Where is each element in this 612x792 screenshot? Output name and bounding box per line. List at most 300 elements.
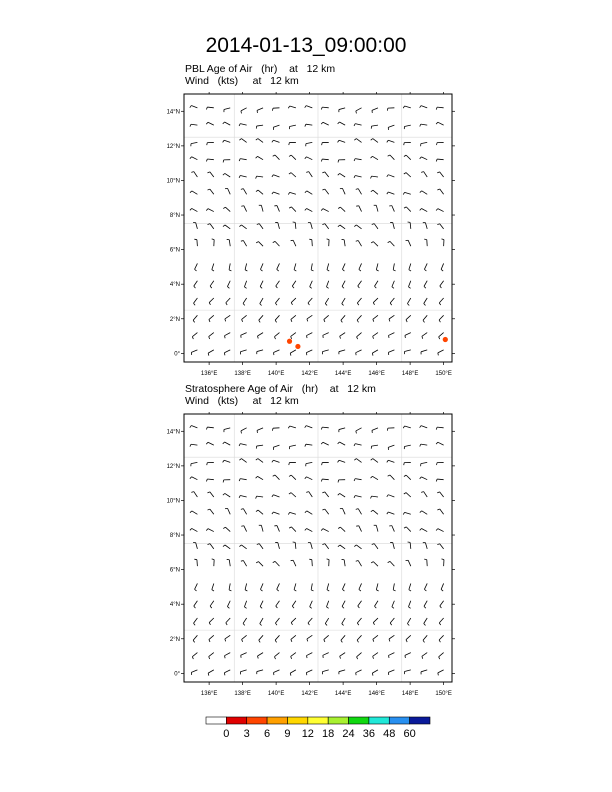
wind-barb-flag: [420, 444, 421, 446]
wind-barb: [194, 601, 198, 606]
wind-barb: [225, 653, 231, 656]
wind-barb: [388, 192, 394, 194]
wind-barb-flag: [393, 590, 395, 591]
wind-barb: [260, 618, 263, 624]
wind-barb-flag: [420, 511, 422, 513]
wind-barb: [440, 601, 444, 606]
wind-barb: [388, 460, 394, 462]
wind-barb: [226, 618, 230, 623]
wind-barb: [192, 511, 198, 514]
wind-barb-flag: [305, 124, 306, 126]
wind-barb-flag: [256, 139, 258, 141]
wind-barb-flag: [354, 124, 355, 126]
wind-barb-flag: [406, 640, 407, 642]
wind-barb-flag: [241, 431, 242, 434]
wind-barb-flag: [436, 159, 437, 161]
wind-barb: [260, 263, 263, 269]
wind-barb-flag: [357, 337, 358, 339]
wind-barb-flag: [439, 640, 440, 642]
wind-barb-flag: [290, 353, 291, 356]
wind-barb-flag: [441, 239, 443, 240]
wind-barb-flag: [408, 287, 410, 289]
wind-barb: [293, 560, 296, 566]
wind-barb: [355, 176, 361, 177]
wind-barb-flag: [372, 673, 373, 676]
wind-barb-flag: [190, 511, 192, 513]
wind-barb: [390, 298, 394, 303]
wind-barb-flag: [354, 139, 356, 141]
wind-barb: [358, 281, 362, 286]
wind-barb: [376, 263, 378, 269]
wind-barb: [273, 460, 279, 462]
wind-barb-flag: [229, 270, 231, 271]
wind-barb: [257, 156, 263, 159]
wind-barb: [291, 207, 295, 212]
lat-tick-label: 2°N: [169, 316, 180, 323]
wind-barb-flag: [409, 590, 411, 591]
wind-barb-flag: [392, 287, 394, 289]
wind-barb-flag: [407, 624, 409, 626]
wind-barb: [191, 426, 197, 428]
wind-barb-flag: [239, 459, 241, 461]
wind-barb-flag: [441, 559, 443, 560]
wind-barb-flag: [272, 192, 274, 194]
wind-barb: [424, 601, 427, 607]
wind-barb-flag: [241, 561, 244, 562]
wind-barb-flag: [311, 590, 313, 591]
wind-barb-flag: [321, 479, 322, 481]
wind-barb-flag: [272, 460, 273, 462]
wind-barb: [241, 139, 246, 143]
wind-barb: [439, 298, 443, 303]
wind-barb: [228, 188, 231, 194]
wind-barb: [244, 206, 247, 212]
wind-barb-flag: [245, 590, 247, 591]
wind-barb-flag: [422, 656, 423, 658]
wind-barb: [323, 209, 329, 212]
wind-barb: [389, 653, 395, 656]
wind-barb-flag: [223, 160, 224, 163]
wind-barb-flag: [209, 320, 210, 322]
lon-tick-label: 148°E: [401, 691, 419, 697]
wind-barb: [373, 139, 378, 143]
wind-barb: [438, 209, 444, 212]
wind-barb: [404, 445, 410, 446]
wind-barb-flag: [274, 337, 275, 339]
wind-barb-flag: [375, 606, 377, 608]
wind-barb: [291, 618, 296, 623]
wind-barb-flag: [423, 640, 424, 642]
wind-barb: [441, 263, 444, 269]
wind-barb-flag: [206, 427, 207, 429]
wind-barb: [437, 107, 443, 108]
wind-barb-flag: [190, 191, 192, 193]
wind-barb: [327, 583, 329, 589]
wind-barb: [388, 445, 394, 447]
wind-barb: [275, 475, 279, 480]
lon-tick-label: 144°E: [334, 371, 352, 377]
wind-barb-flag: [342, 606, 344, 608]
wind-barb: [225, 527, 230, 531]
wind-barb: [405, 350, 411, 352]
wind-barb-flag: [387, 460, 388, 462]
wind-barb: [227, 601, 230, 607]
wind-barb: [409, 263, 411, 269]
wind-barb-flag: [321, 122, 323, 124]
wind-barb: [322, 107, 328, 108]
wind-barb: [341, 315, 345, 320]
wind-barb: [310, 601, 313, 607]
wind-barb: [243, 618, 247, 623]
wind-barb: [261, 525, 263, 531]
wind-barb: [242, 315, 247, 319]
colorbar-swatch: [287, 717, 307, 724]
wind-barb: [422, 653, 427, 657]
lat-tick-label: 10°N: [166, 498, 180, 505]
wind-barb-flag: [338, 160, 339, 163]
wind-barb-flag: [206, 479, 207, 481]
wind-barb: [193, 298, 197, 303]
wind-barb: [322, 479, 328, 480]
wind-barb: [290, 426, 296, 428]
wind-barb: [241, 108, 247, 111]
colorbar-swatch: [389, 717, 409, 724]
wind-barb-flag: [305, 191, 307, 193]
wind-barb-flag: [305, 208, 307, 210]
wind-barb-flag: [356, 111, 357, 114]
wind-barb: [240, 175, 246, 177]
wind-barb-flag: [212, 270, 214, 271]
wind-barb: [421, 477, 427, 480]
wind-barb-flag: [420, 106, 422, 108]
wind-barb: [207, 479, 213, 480]
wind-barb-flag: [306, 492, 308, 493]
wind-barb-flag: [359, 589, 361, 591]
colorbar: [205, 716, 431, 726]
wind-barb-flag: [308, 623, 309, 625]
wind-barb-flag: [225, 639, 226, 641]
wind-barb: [243, 509, 246, 515]
wind-barb: [342, 188, 345, 194]
lon-tick-label: 140°E: [267, 691, 285, 697]
wind-barb-flag: [210, 606, 212, 608]
wind-barb-flag: [223, 493, 225, 495]
wind-barb: [372, 125, 378, 126]
wind-barb-flag: [321, 159, 322, 161]
wind-barb-flag: [272, 512, 274, 514]
wind-barb: [273, 192, 279, 194]
wind-barb-flag: [408, 607, 410, 609]
wind-barb-flag: [239, 159, 240, 161]
wind-barb-flag: [292, 286, 294, 288]
wind-barb: [439, 618, 443, 623]
wind-barb-flag: [436, 122, 438, 124]
wind-barb-flag: [403, 106, 404, 108]
wind-barb: [327, 263, 329, 269]
wind-barb: [229, 583, 230, 589]
wind-barb-flag: [193, 320, 194, 322]
wind-barb-flag: [371, 156, 373, 158]
wind-barb: [245, 583, 247, 589]
wind-barb-flag: [424, 559, 427, 560]
wind-barb: [241, 459, 246, 463]
wind-barb-flag: [207, 492, 209, 493]
wind-barb: [407, 618, 410, 624]
wind-barb-flag: [375, 286, 377, 288]
wind-barb: [421, 462, 427, 463]
wind-barb: [405, 426, 411, 428]
wind-barb-flag: [272, 428, 273, 431]
wind-barb-flag: [423, 320, 424, 322]
wind-barb-flag: [289, 475, 291, 476]
wind-barb: [339, 140, 345, 142]
wind-barb-flag: [326, 287, 328, 289]
wind-barb: [208, 122, 214, 125]
wind-barb-flag: [209, 337, 210, 339]
wind-barb-flag: [403, 192, 404, 194]
wind-barb: [274, 333, 279, 337]
wind-barb-flag: [327, 270, 329, 271]
wind-barb-flag: [424, 269, 426, 271]
wind-barb: [423, 315, 427, 320]
wind-barb-flag: [424, 304, 426, 306]
wind-barb-flag: [239, 124, 240, 126]
wind-barb-flag: [206, 529, 208, 531]
wind-barb-flag: [356, 561, 359, 562]
pbl-age-map: [163, 92, 463, 382]
wind-barb-flag: [424, 286, 426, 288]
wind-barb: [374, 544, 378, 549]
wind-barb-flag: [338, 173, 340, 175]
wind-barb-flag: [291, 303, 292, 305]
wind-barb-flag: [437, 492, 439, 493]
wind-barb-flag: [212, 239, 214, 240]
lon-tick-label: 140°E: [267, 371, 285, 377]
wind-barb: [408, 601, 410, 607]
wind-barb: [439, 315, 444, 320]
wind-barb: [388, 670, 394, 673]
lon-tick-label: 146°E: [368, 691, 385, 697]
wind-barb-flag: [404, 463, 405, 466]
wind-barb: [291, 527, 295, 532]
wind-barb: [307, 528, 313, 531]
wind-barb: [325, 172, 329, 177]
wind-barb: [405, 106, 411, 108]
wind-barb: [322, 350, 328, 352]
wind-barb: [306, 157, 312, 160]
wind-barb-flag: [437, 189, 439, 190]
wind-barb-flag: [354, 479, 355, 481]
wind-barb: [308, 298, 312, 303]
wind-barb: [210, 492, 214, 497]
wind-barb: [258, 459, 263, 463]
wind-barb: [291, 493, 296, 497]
wind-barb-flag: [376, 590, 378, 591]
wind-barb: [259, 635, 263, 640]
colorbar-label: 36: [362, 728, 376, 740]
wind-barb: [191, 142, 197, 143]
wind-barb-flag: [357, 657, 358, 659]
wind-barb-flag: [256, 190, 258, 191]
wind-barb: [344, 240, 345, 246]
wind-barb: [240, 124, 246, 126]
wind-barb: [225, 545, 230, 549]
wind-barb: [424, 172, 428, 177]
wind-barb-flag: [209, 303, 210, 305]
colorbar-label: 48: [383, 728, 396, 740]
wind-barb: [307, 315, 312, 319]
wind-barb: [212, 583, 214, 589]
wind-barb: [240, 670, 246, 672]
wind-barb-flag: [256, 510, 258, 511]
wind-barb: [359, 526, 362, 532]
wind-barb-flag: [259, 640, 260, 642]
wind-barb: [243, 241, 246, 247]
wind-barb: [292, 601, 296, 606]
wind-barb-flag: [288, 106, 289, 108]
wind-barb-flag: [338, 207, 340, 208]
wind-barb: [277, 263, 280, 269]
wind-barb: [192, 157, 198, 160]
wind-barb-flag: [256, 156, 258, 158]
wind-barb-flag: [403, 512, 404, 514]
wind-barb: [306, 106, 312, 108]
wind-barb-flag: [354, 176, 355, 178]
wind-barb-flag: [239, 495, 240, 497]
wind-barb-flag: [387, 495, 389, 497]
wind-barb-flag: [239, 545, 241, 547]
wind-barb: [342, 601, 345, 607]
wind-barb-flag: [373, 303, 374, 305]
wind-barb: [389, 315, 394, 319]
wind-barb: [225, 173, 230, 177]
wind-barb-flag: [223, 442, 225, 444]
wind-barb: [421, 157, 427, 160]
wind-barb: [273, 495, 279, 497]
wind-barb-flag: [244, 607, 246, 608]
wind-barb: [323, 333, 329, 336]
wind-barb: [275, 155, 279, 160]
wind-barb-flag: [191, 172, 193, 173]
wind-barb: [191, 124, 197, 125]
wind-barb: [257, 476, 263, 479]
wind-barb: [440, 281, 444, 286]
wind-barb-flag: [356, 431, 357, 434]
wind-barb: [226, 298, 230, 303]
wind-barb: [240, 159, 246, 160]
wind-barb: [225, 635, 230, 639]
wind-barb-flag: [294, 590, 296, 591]
wind-barb-flag: [190, 157, 192, 159]
lat-tick-label: 6°N: [169, 567, 180, 574]
wind-barb-flag: [324, 320, 325, 322]
wind-barb-flag: [341, 320, 342, 322]
wind-barb-flag: [277, 269, 279, 271]
wind-barb: [208, 350, 214, 353]
wind-barb-flag: [256, 176, 257, 178]
wind-barb: [324, 315, 329, 319]
wind-barb: [224, 428, 230, 430]
wind-barb: [376, 583, 378, 589]
wind-barb-flag: [206, 159, 207, 161]
wind-barb: [193, 315, 197, 320]
wind-barb-flag: [307, 319, 308, 321]
wind-barb-flag: [239, 479, 240, 481]
lat-tick-label: 6°N: [169, 247, 180, 254]
wind-barb-flag: [272, 140, 273, 142]
lon-tick-label: 136°E: [200, 691, 218, 697]
wind-barb: [408, 560, 411, 566]
wind-barb: [229, 560, 230, 566]
wind-barb: [340, 545, 345, 549]
wind-barb: [311, 583, 312, 589]
wind-barb-flag: [256, 242, 258, 243]
wind-barb: [390, 241, 394, 246]
wind-barb-flag: [207, 189, 209, 190]
wind-barb: [438, 529, 444, 532]
age-marker: [295, 344, 300, 349]
wind-barb: [408, 281, 410, 287]
wind-barb-flag: [342, 269, 344, 271]
wind-barb: [228, 508, 231, 514]
wind-barb: [192, 653, 197, 657]
wind-barb-flag: [260, 607, 262, 609]
wind-barb-flag: [194, 286, 196, 288]
lat-tick-label: 0°: [174, 671, 180, 678]
wind-barb-flag: [260, 589, 262, 591]
wind-barb-flag: [390, 303, 391, 305]
wind-barb: [193, 635, 197, 640]
wind-barb-flag: [260, 624, 262, 626]
wind-barb-flag: [373, 639, 374, 641]
wind-barb: [325, 298, 328, 304]
wind-barb-flag: [223, 480, 224, 483]
wind-barb-flag: [227, 607, 229, 609]
wind-barb: [257, 176, 263, 177]
wind-barb-flag: [358, 606, 360, 608]
wind-barb: [390, 561, 394, 566]
wind-barb-flag: [305, 444, 306, 446]
wind-barb-flag: [241, 111, 242, 114]
wind-barb: [356, 225, 361, 229]
wind-barb: [407, 298, 410, 304]
wind-barb: [374, 224, 378, 229]
panel1-title-line1: PBL Age of Air (hr) at 12 km: [185, 63, 336, 75]
wind-barb: [356, 545, 361, 549]
wind-barb-flag: [327, 239, 329, 240]
wind-barb-flag: [207, 463, 208, 466]
wind-barb: [424, 263, 427, 269]
lon-tick-label: 148°E: [401, 371, 419, 377]
wind-barb: [258, 562, 263, 567]
wind-barb: [291, 155, 296, 160]
wind-barb-flag: [439, 320, 440, 322]
wind-barb: [290, 445, 296, 446]
wind-barb: [406, 635, 411, 639]
wind-barb-flag: [275, 623, 277, 625]
wind-barb-flag: [341, 640, 342, 642]
wind-barb: [241, 428, 247, 431]
wind-barb: [209, 635, 214, 639]
wind-barb: [405, 653, 411, 656]
wind-barb-flag: [354, 459, 356, 461]
wind-barb: [275, 315, 279, 320]
wind-barb-flag: [256, 476, 258, 478]
wind-barb-flag: [403, 426, 404, 428]
wind-barb: [324, 635, 329, 639]
wind-barb: [245, 263, 247, 269]
wind-barb-flag: [356, 241, 359, 242]
